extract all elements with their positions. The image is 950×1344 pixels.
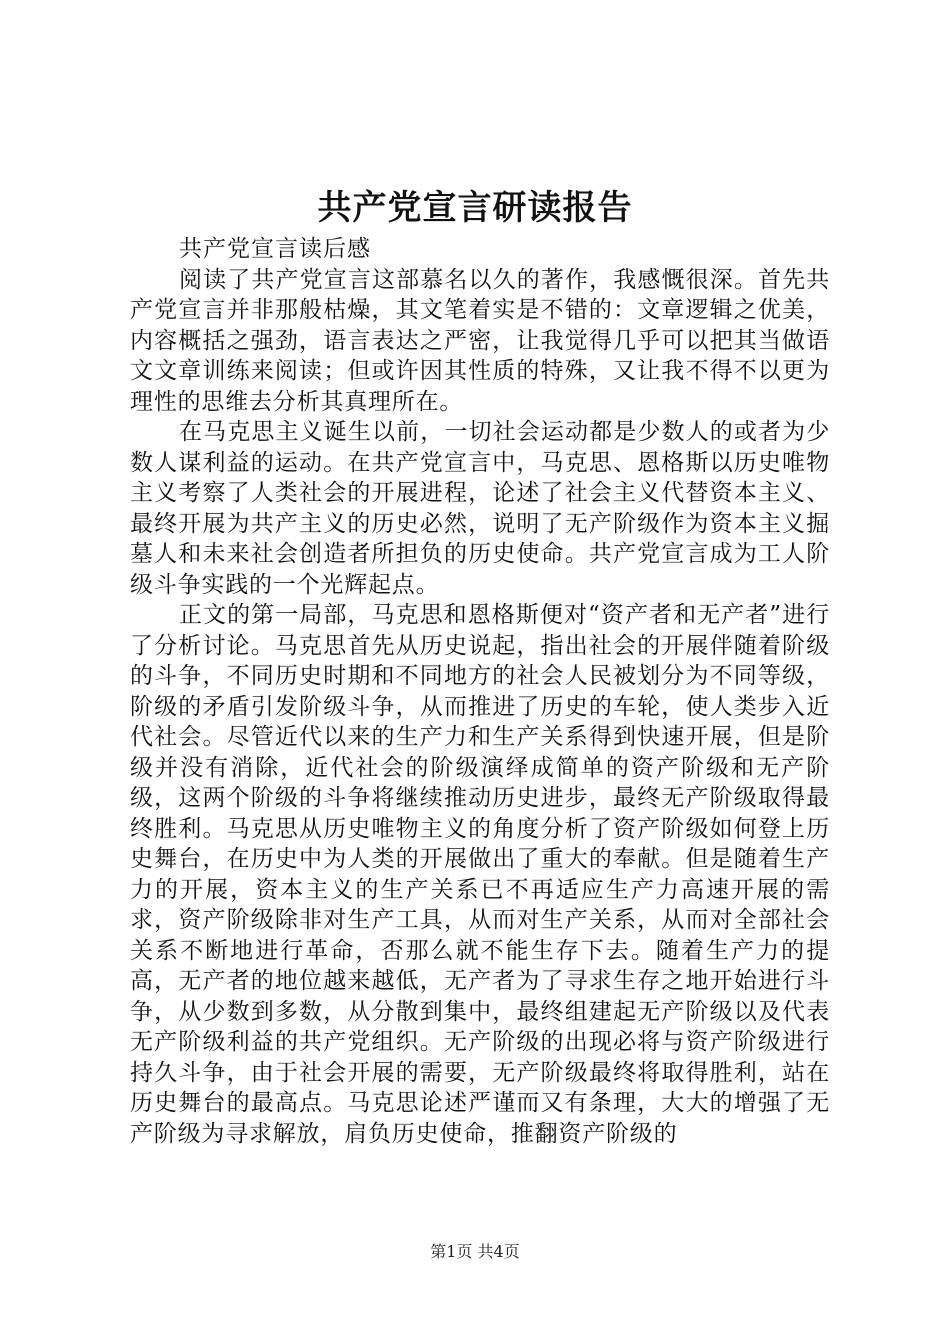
document-title: 共产党宣言研读报告 [317, 188, 633, 228]
document-body [130, 234, 830, 1149]
paragraph: 正文的第一局部，马克思和恩格斯便对“资产者和无产者”进行了分析讨论。马克思首先从历史说起，指出社会的开展伴随着阶级的斗争，不同历史时期和不同地方的社会人民被划分为不同等级，阶级的矛盾引发阶级斗争，从而推进了历史的车轮，使人类步入近代社会。尽管近代以来的生产力和生产关系得到快速开展，但是阶级并没有消除，近代社会的阶级演绎成简单的资产阶级和无产阶级，这两个阶级的斗争将继续推动历史进步，最终无产阶级取得最终胜利。马克思从历史唯物主义的角度分析了资产阶级如何登上历史舞台，在历史中为人类的开展做出了重大的奉献。但是随着生产力的开展，资本主义的生产关系已不再适应生产力高速开展的需求，资产阶级除非对生产工具，从而对生产关系，从而对全部社会关系不断地进行革命，否那么就不能生存下去。随着生产力的提高，无产者的地位越来越低，无产者为了寻求生存之地开始进行斗争，从少数到多数，从分散到集中，最终组建起无产阶级以及代表无产阶级利益的共产党组织。无产阶级的出现必将与资产阶级进行持久斗争，由于社会开展的需要，无产阶级最终将取得胜利，站在历史舞台的最高点。马克思论述严谨而又有条理，大大的增强了无产阶级为寻求解放，肩负历史使命，推翻资产阶级的 [130, 602, 830, 1147]
paragraph: 阅读了共产党宣言这部慕名以久的著作，我感慨很深。首先共产党宣言并非那般枯燥，其文笔着实是不错的：文章逻辑之优美，内容概括之强劲，语言表达之严密，让我觉得几乎可以把其当做语文文章训练来阅读；但或许因其性质的特殊，又让我不得不以更为理性的思维去分析其真理所在。 [130, 266, 830, 415]
paragraph: 在马克思主义诞生以前，一切社会运动都是少数人的或者为少数人谋利益的运动。在共产党宣言中，马克思、恩格斯以历史唯物主义考察了人类社会的开展进程，论述了社会主义代替资本主义、最终开展为共产主义的历史必然，说明了无产阶级作为资本主义掘墓人和未来社会创造者所担负的历史使命。共产党宣言成为工人阶级斗争实践的一个光辉起点。 [130, 419, 830, 598]
document-subtitle: 共产党宣言读后感 [179, 236, 371, 262]
page-number-footer: 第1页 共4页 [430, 1242, 520, 1261]
